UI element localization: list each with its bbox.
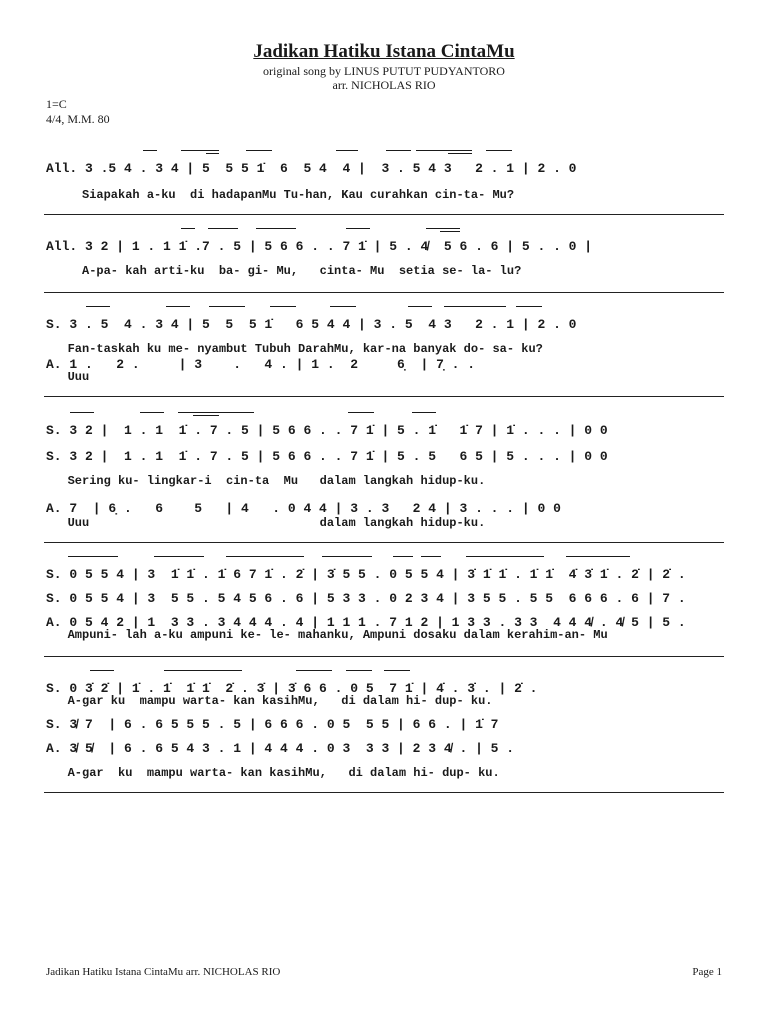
lyric-line: Uuu dalam langkah hidup-ku. bbox=[46, 516, 486, 530]
lyric-line: Siapakah a-ku di hadapanMu Tu-han, Kau curahkan cin-ta- Mu? bbox=[46, 188, 515, 202]
soprano-1-line: S. 0 3̇ 2̇ | 1̇ . 1̇ 1̇ 1̇ 2̇ . 3̇ | 3̇ 6 6 . 0 5 7 1̇ | 4̇ . 3̇ . | 2̇ . bbox=[46, 681, 538, 696]
alto-line: A. 3̸ 5̸ | 6 . 6 5 4 3 . 1 | 4 4 4 . 0 3 3 3 | 2 3 4̸ . | 5 . bbox=[46, 741, 515, 756]
soprano-2-line: S. 0 5 5 4 | 3 5 5 . 5 4 5 6 . 6 | 5 3 3 . 0 2 3 4 | 3 5 5 . 5 5 6 6 6 . 6 | 7 . bbox=[46, 591, 686, 606]
soprano-2-line: S. 3 2 | 1 . 1 1̇ . 7 . 5 | 5 6 6 . . 7 1̇ | 5 . 5 6 5 | 5 . . . | 0 0 bbox=[46, 449, 608, 464]
soprano-2-line: S. 3̸ 7 | 6 . 6 5 5 5 . 5 | 6 6 6 . 0 5 5 5 | 6 6 . | 1̇ 7 bbox=[46, 717, 499, 732]
song-title: Jadikan Hatiku Istana CintaMu bbox=[253, 41, 515, 62]
arranger-line: arr. NICHOLAS RIO bbox=[332, 78, 436, 92]
key-signature: 1=C bbox=[46, 97, 67, 111]
alto-line: A. 1 . 2 . | 3 . 4 . | 1 . 2 6̣ | 7̣ . . bbox=[46, 357, 476, 372]
lyric-line: Sering ku- lingkar-i cin-ta Mu dalam langkah hidup-ku. bbox=[46, 474, 486, 488]
page-header bbox=[0, 40, 768, 92]
lyric-line: Fan-taskah ku me- nyambut Tubuh DarahMu, kar-na banyak do- sa- ku? bbox=[46, 342, 543, 356]
notation-line: All. 3 .5 4 . 3 4 | 5 5 5 1̇ 6 5 4 4 | 3 . 5 4 3 2 . 1 | 2 . 0 bbox=[46, 161, 577, 176]
song-meta bbox=[46, 97, 110, 127]
tempo-marking: 4/4, M.M. 80 bbox=[46, 112, 110, 126]
notation-line: All. 3 2 | 1 . 1 1̇ .7 . 5 | 5 6 6 . . 7 1̇ | 5 . 4̸ 5 6 . 6 | 5 . . 0 | bbox=[46, 239, 593, 254]
alto-line: A. 7 | 6̣ . 6 5 | 4 . 0 4 4 | 3 . 3 2 4 | 3 . . . | 0 0 bbox=[46, 501, 561, 516]
lyric-line: Ampuni- lah a-ku ampuni ke- le- mahanku, Ampuni dosaku dalam kerahim-an- Mu bbox=[46, 628, 608, 642]
system-divider bbox=[44, 542, 724, 543]
alto-line: A. 0 5 4 2 | 1 3 3 . 3 4 4 4 . 4 | 1 1 1 . 7 1 2 | 1 3 3 . 3 3 4 4 4̸ . 4̸ 5 | 5 . bbox=[46, 615, 686, 630]
system-divider bbox=[44, 292, 724, 293]
lyric-line: A-gar ku mampu warta- kan kasihMu, di dalam hi- dup- ku. bbox=[46, 694, 493, 708]
soprano-1-line: S. 3 2 | 1 . 1 1̇ . 7 . 5 | 5 6 6 . . 7 1̇ | 5 . 1̇ 1̇ 7 | 1̇ . . . | 0 0 bbox=[46, 423, 608, 438]
page-number: Page 1 bbox=[692, 966, 722, 978]
system-divider bbox=[44, 214, 724, 215]
lyric-line: A-gar ku mampu warta- kan kasihMu, di dalam hi- dup- ku. bbox=[46, 766, 500, 780]
notation-line: S. 3 . 5 4 . 3 4 | 5 5 5 1̇ 6 5 4 4 | 3 . 5 4 3 2 . 1 | 2 . 0 bbox=[46, 317, 577, 332]
lyric-line: Uuu bbox=[46, 370, 90, 384]
song-subtitle: original song by LINUS PUTUT PUDYANTORO bbox=[263, 64, 505, 78]
soprano-1-line: S. 0 5 5 4 | 3 1̇ 1̇ . 1̇ 6 7 1̇ . 2̇ | 3̇ 5 5 . 0 5 5 4 | 3̇ 1̇ 1̇ . 1̇ 1̇ 4̇ 3̇ 1̇ . 2̇ | 2̇ . bbox=[46, 567, 686, 582]
lyric-line: A-pa- kah arti-ku ba- gi- Mu, cinta- Mu setia se- la- lu? bbox=[46, 264, 522, 278]
system-divider bbox=[44, 792, 724, 793]
system-divider bbox=[44, 396, 724, 397]
system-divider bbox=[44, 656, 724, 657]
footer-title: Jadikan Hatiku Istana CintaMu arr. NICHOLAS RIO bbox=[46, 966, 281, 978]
